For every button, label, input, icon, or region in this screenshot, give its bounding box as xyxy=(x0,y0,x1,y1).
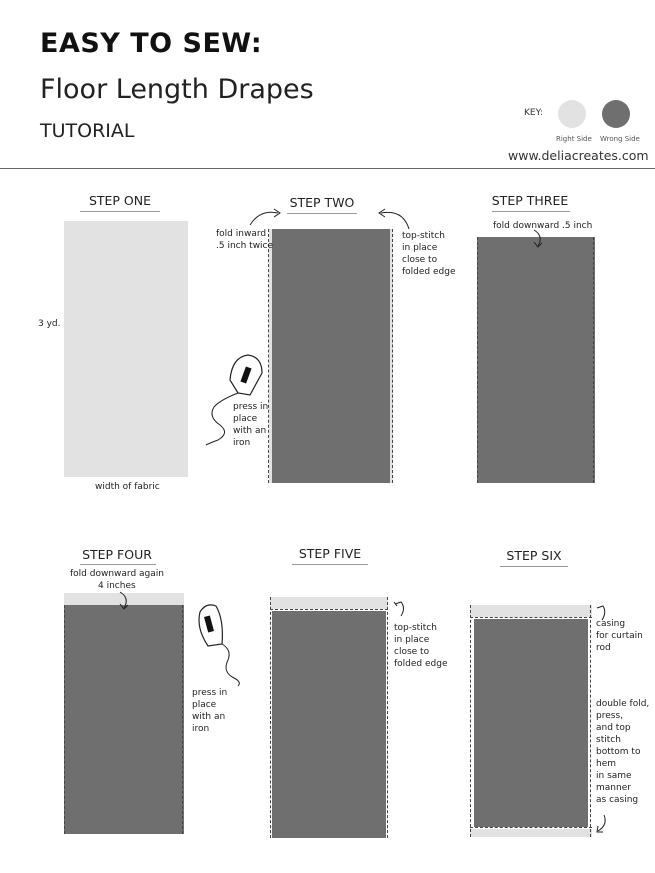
step-six-left-stitch xyxy=(470,605,471,837)
step-three-right-stitch xyxy=(593,237,594,483)
step-five-folded-top xyxy=(270,597,388,609)
key-wrong-side-label: Wrong Side xyxy=(600,135,640,143)
step-three-left-stitch xyxy=(477,237,478,483)
step-two-iron-icon xyxy=(200,345,270,450)
step-four-left-stitch xyxy=(64,605,65,834)
step-four-fold-note-2: 4 inches xyxy=(98,581,136,591)
step-six-folded-hem xyxy=(470,829,592,837)
step-six-fabric xyxy=(474,619,588,827)
step-six-title: STEP SIX xyxy=(506,548,562,563)
step-six-bottom-arrow-icon xyxy=(594,813,610,835)
title-easy-to-sew: EASY TO SEW: xyxy=(40,28,263,59)
step-one-fabric xyxy=(64,221,188,477)
step-two-stitch-note: top-stitch in place close to folded edge xyxy=(402,231,456,277)
step-five-top-stitch xyxy=(270,609,388,610)
step-three-fold-note: fold downward .5 inch xyxy=(493,221,593,231)
step-four-fabric xyxy=(64,605,184,834)
step-two-fabric xyxy=(272,229,390,483)
step-four-iron-note: press in place with an iron xyxy=(192,688,228,734)
website-url: www.deliacreates.com xyxy=(508,148,649,163)
step-six-folded-top xyxy=(470,605,592,617)
step-four-right-stitch xyxy=(182,605,183,834)
step-four-underline xyxy=(80,564,156,565)
right-side-swatch xyxy=(558,100,586,128)
step-five-arrow-icon xyxy=(392,600,408,618)
step-two-right-arrow-icon xyxy=(375,205,415,235)
step-five-underline xyxy=(292,564,368,565)
step-four-fold-note-1: fold downward again xyxy=(70,569,164,579)
step-two-left-arrow-icon xyxy=(246,205,286,230)
step-six-hem-stitch xyxy=(470,827,592,828)
step-four-arrow-icon xyxy=(116,590,136,612)
step-three-title: STEP THREE xyxy=(491,193,569,208)
key-label: KEY: xyxy=(524,108,543,118)
title-floor-length-drapes: Floor Length Drapes xyxy=(40,74,314,105)
step-two-title: STEP TWO xyxy=(289,195,355,210)
step-five-title: STEP FIVE xyxy=(298,546,362,561)
step-six-hem-note: double fold, press, and top stitch bottom to hem in same manner as casing xyxy=(596,699,650,805)
step-five-right-stitch xyxy=(387,597,388,838)
step-one-underline xyxy=(80,211,160,212)
step-two-underline xyxy=(287,213,357,214)
step-two-fold-note-1: fold inward xyxy=(216,229,267,239)
step-four-title: STEP FOUR xyxy=(82,547,152,562)
step-four-iron-icon xyxy=(188,598,248,688)
step-three-fabric xyxy=(477,237,595,483)
step-one-title: STEP ONE xyxy=(88,193,152,208)
step-two-fold-note-2: .5 inch twice xyxy=(216,241,274,251)
step-one-length-label: 3 yd. xyxy=(38,319,61,329)
header-divider xyxy=(0,168,655,169)
step-five-stitch-note: top-stitch in place close to folded edge xyxy=(394,623,448,669)
step-five-left-stitch xyxy=(270,597,271,838)
step-six-underline xyxy=(500,566,568,567)
step-six-right-stitch xyxy=(590,605,591,837)
step-three-arrow-icon xyxy=(530,228,550,250)
step-two-right-stitch xyxy=(392,229,393,483)
step-three-underline xyxy=(492,211,570,212)
title-tutorial: TUTORIAL xyxy=(40,120,135,142)
step-two-iron-note: press in place with an iron xyxy=(233,402,269,448)
wrong-side-swatch xyxy=(602,100,630,128)
key-right-side-label: Right Side xyxy=(556,135,592,143)
step-five-fabric xyxy=(272,611,386,838)
step-six-casing-note: casing for curtain rod xyxy=(596,619,643,653)
step-six-top-stitch xyxy=(470,617,592,618)
step-one-width-label: width of fabric xyxy=(95,482,160,492)
